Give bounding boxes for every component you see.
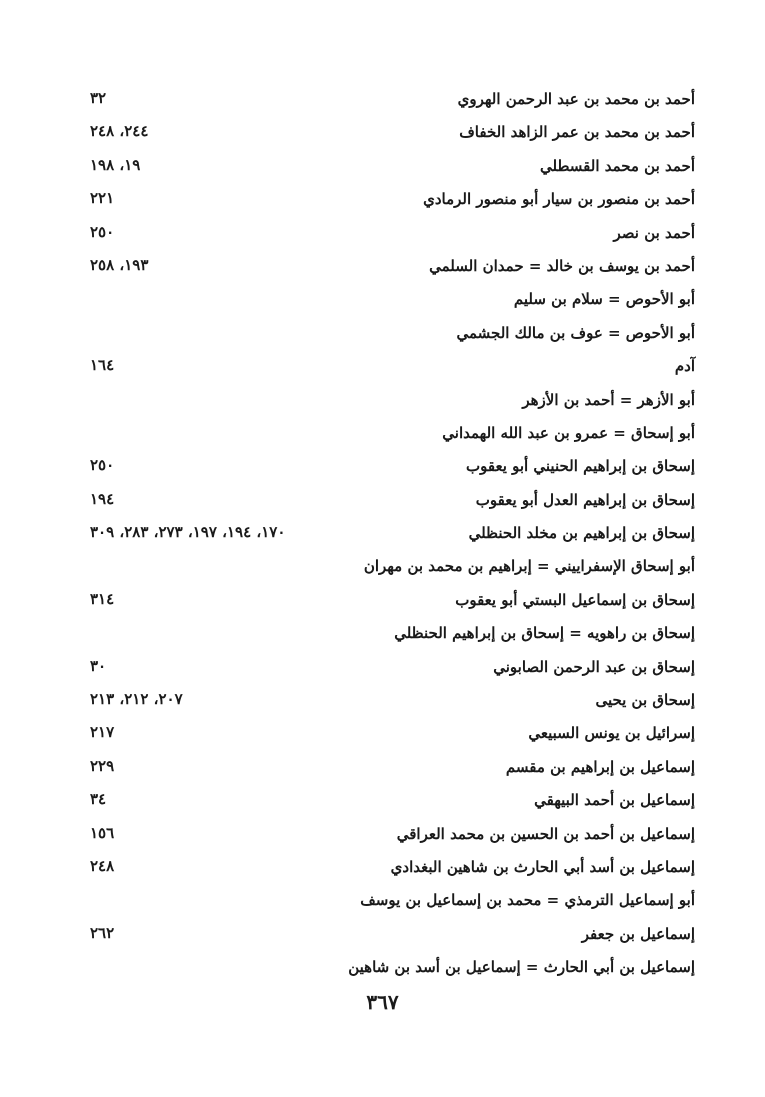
entry-name: إسماعيل بن إبراهيم بن مقسم: [505, 757, 695, 776]
entry-pages: ٢٤٨: [90, 856, 115, 875]
index-entry: [90, 587, 695, 620]
entry-pages: ٣٢: [90, 89, 107, 107]
index-entry: [90, 687, 695, 720]
index-entry: [90, 119, 695, 152]
entry-pages: ١٧٠، ١٩٤، ١٩٧، ٢٧٣، ٢٨٣، ٣٠٩: [90, 523, 286, 542]
entry-pages: ١٩٣، ٢٥٨: [90, 255, 149, 274]
entry-name: أبو إسماعيل الترمذي = محمد بن إسماعيل بن يوسف: [360, 891, 695, 910]
index-entry: [90, 854, 695, 887]
entry-name: إسماعيل بن أحمد البيهقي: [534, 791, 695, 810]
index-entry: [90, 387, 695, 420]
index-entry: [90, 487, 695, 520]
page-number: ٣٦٧: [366, 990, 399, 1014]
entry-name: أحمد بن محمد بن عمر الزاهد الخفاف: [459, 123, 695, 142]
entry-name: إسماعيل بن أسد أبي الحارث بن شاهين البغدادي: [390, 857, 695, 876]
entry-name: أبو إسحاق = عمرو بن عبد الله الهمداني: [442, 423, 695, 442]
index-list: [90, 86, 695, 988]
index-entry: [90, 220, 695, 253]
entry-pages: ٢٤٤، ٢٤٨: [90, 122, 149, 141]
index-entry: [90, 153, 695, 186]
entry-name: إسحاق بن عبد الرحمن الصابوني: [493, 657, 695, 676]
entry-pages: ١٩، ١٩٨: [90, 155, 141, 174]
entry-pages: ٢٢٩: [90, 756, 115, 775]
entry-name: إسماعيل بن أبي الحارث = إسماعيل بن أسد بن شاهين: [348, 958, 695, 977]
entry-name: أبو الأحوص = سلام بن سليم: [513, 290, 695, 309]
entry-pages: ١٦٤: [90, 356, 115, 375]
entry-name: إسحاق بن إبراهيم العدل أبو يعقوب: [475, 490, 695, 509]
entry-name: أحمد بن محمد بن عبد الرحمن الهروي: [457, 90, 695, 108]
entry-name: إسحاق بن إبراهيم بن مخلد الحنظلي: [468, 524, 695, 543]
entry-name: إسحاق بن يحيى: [595, 691, 695, 710]
entry-name: أحمد بن يوسف بن خالد = حمدان السلمي: [429, 256, 695, 275]
index-entry: [90, 720, 695, 753]
entry-pages: ٢٦٢: [90, 923, 115, 942]
entry-name: أبو الأزهر = أحمد بن الأزهر: [522, 390, 695, 409]
index-entry: [90, 553, 695, 586]
entry-name: إسحاق بن إبراهيم الحنيني أبو يعقوب: [466, 457, 695, 476]
entry-name: آدم: [674, 357, 695, 376]
entry-pages: ٢٥٠: [90, 222, 115, 241]
index-entry: [90, 186, 695, 219]
entry-name: إسحاق بن راهويه = إسحاق بن إبراهيم الحنظلي: [394, 624, 695, 643]
entry-pages: ٣٠: [90, 656, 107, 675]
entry-name: أبو الأحوص = عوف بن مالك الجشمي: [456, 323, 695, 342]
entry-pages: ٢٥٠: [90, 456, 115, 475]
index-entry: [90, 253, 695, 286]
entry-name: أحمد بن نصر: [613, 223, 695, 242]
index-entry: [90, 353, 695, 386]
index-entry: [90, 821, 695, 854]
entry-name: أبو إسحاق الإسفراييني = إبراهيم بن محمد بن مهران: [363, 557, 695, 576]
entry-pages: ٣١٤: [90, 589, 115, 608]
index-entry: [90, 420, 695, 453]
index-entry: [90, 620, 695, 653]
entry-pages: ٢٢١: [90, 189, 115, 208]
index-entry: [90, 954, 695, 987]
entry-pages: ١٩٤: [90, 489, 115, 508]
index-entry: [90, 286, 695, 319]
entry-pages: ٣٤: [90, 790, 107, 809]
entry-name: إسرائيل بن يونس السبيعي: [528, 724, 695, 743]
index-entry: [90, 520, 695, 553]
entry-name: إسحاق بن إسماعيل البستي أبو يعقوب: [455, 590, 695, 609]
index-entry: [90, 754, 695, 787]
index-entry: [90, 86, 695, 119]
entry-pages: ١٥٦: [90, 823, 115, 842]
index-entry: [90, 654, 695, 687]
index-entry: [90, 320, 695, 353]
index-entry: [90, 887, 695, 920]
entry-name: إسماعيل بن أحمد بن الحسين بن محمد العراقي: [396, 824, 695, 843]
entry-name: أحمد بن منصور بن سيار أبو منصور الرمادي: [423, 190, 695, 209]
index-entry: [90, 453, 695, 486]
entry-name: إسماعيل بن جعفر: [581, 924, 695, 943]
entry-name: أحمد بن محمد القسطلي: [540, 156, 695, 175]
entry-pages: ٢١٧: [90, 723, 115, 742]
index-entry: [90, 787, 695, 820]
entry-pages: ٢٠٧، ٢١٢، ٢١٣: [90, 690, 183, 709]
index-entry: [90, 921, 695, 954]
